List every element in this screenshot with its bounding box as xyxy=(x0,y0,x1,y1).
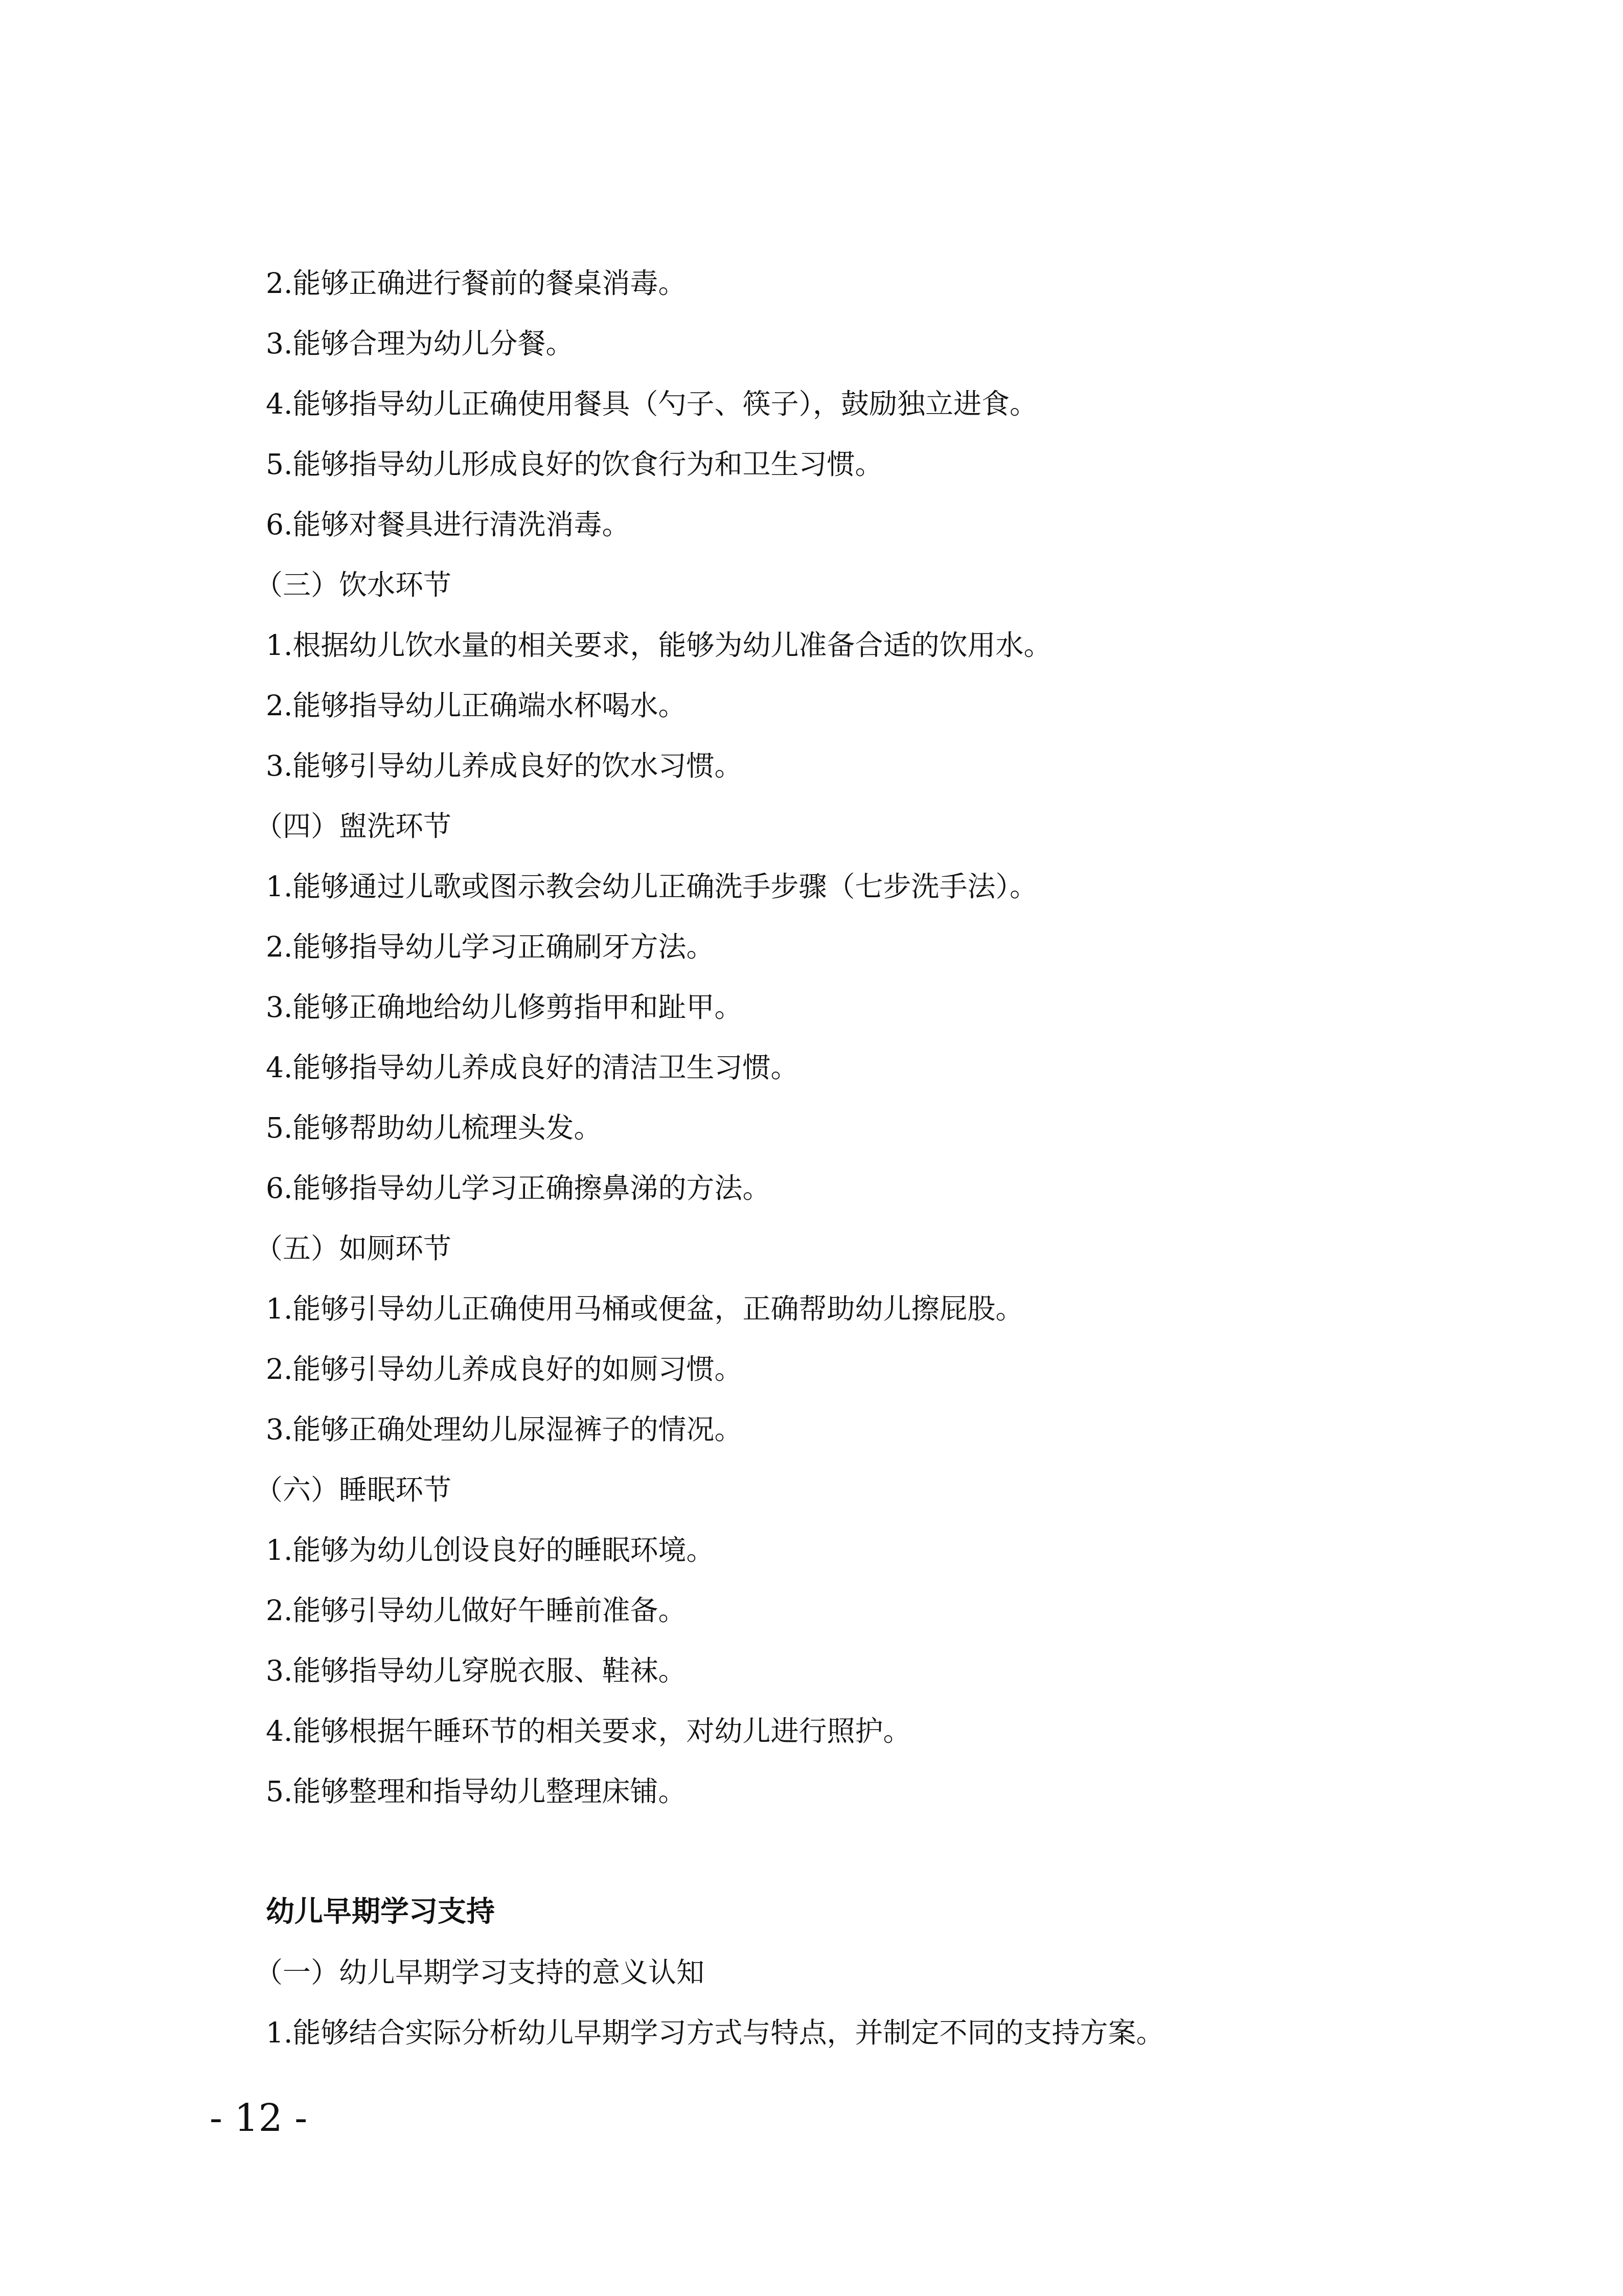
list-item: 4.能够指导幼儿正确使用餐具（勺子、筷子），鼓励独立进食。 xyxy=(266,388,1038,420)
list-item: 3.能够引导幼儿养成良好的饮水习惯。 xyxy=(266,749,743,782)
list-item: 3.能够指导幼儿穿脱衣服、鞋袜。 xyxy=(266,1654,687,1687)
list-item: 1.能够为幼儿创设良好的睡眠环境。 xyxy=(266,1534,715,1566)
page-number: - 12 - xyxy=(210,2096,308,2140)
list-item: 2.能够引导幼儿养成良好的如厕习惯。 xyxy=(266,1353,743,1385)
list-item: 5.能够指导幼儿形成良好的饮食行为和卫生习惯。 xyxy=(266,448,883,481)
subsection-title: （五）如厕环节 xyxy=(255,1232,452,1265)
list-item: 1.能够引导幼儿正确使用马桶或便盆，正确帮助幼儿擦屁股。 xyxy=(266,1292,1024,1325)
list-item: 6.能够指导幼儿学习正确擦鼻涕的方法。 xyxy=(266,1172,771,1204)
subsection-title: （一）幼儿早期学习支持的意义认知 xyxy=(255,1956,705,1989)
list-item: 1.能够结合实际分析幼儿早期学习方式与特点，并制定不同的支持方案。 xyxy=(266,2016,1164,2049)
section-heading: 幼儿早期学习支持 xyxy=(266,1895,495,1928)
list-item: 1.根据幼儿饮水量的相关要求，能够为幼儿准备合适的饮用水。 xyxy=(266,629,1052,662)
subsection-title: （四）盥洗环节 xyxy=(255,810,452,843)
list-item: 2.能够指导幼儿学习正确刷牙方法。 xyxy=(266,930,715,963)
subsection-title: （六）睡眠环节 xyxy=(255,1473,452,1506)
list-item: 5.能够帮助幼儿梳理头发。 xyxy=(266,1111,602,1144)
page-body xyxy=(255,253,1365,2063)
list-item: 6.能够对餐具进行清洗消毒。 xyxy=(266,508,630,541)
list-item: 2.能够正确进行餐前的餐桌消毒。 xyxy=(266,267,687,300)
list-item: 3.能够正确处理幼儿尿湿裤子的情况。 xyxy=(266,1413,743,1446)
list-item: 4.能够指导幼儿养成良好的清洁卫生习惯。 xyxy=(266,1051,799,1084)
list-item: 5.能够整理和指导幼儿整理床铺。 xyxy=(266,1775,687,1808)
list-item: 3.能够正确地给幼儿修剪指甲和趾甲。 xyxy=(266,991,743,1024)
list-item: 3.能够合理为幼儿分餐。 xyxy=(266,327,574,360)
list-item: 1.能够通过儿歌或图示教会幼儿正确洗手步骤（七步洗手法）。 xyxy=(266,870,1038,903)
list-item: 4.能够根据午睡环节的相关要求，对幼儿进行照护。 xyxy=(266,1715,911,1747)
list-item: 2.能够引导幼儿做好午睡前准备。 xyxy=(266,1594,687,1627)
subsection-title: （三）饮水环节 xyxy=(255,569,452,601)
list-item: 2.能够指导幼儿正确端水杯喝水。 xyxy=(266,689,687,722)
